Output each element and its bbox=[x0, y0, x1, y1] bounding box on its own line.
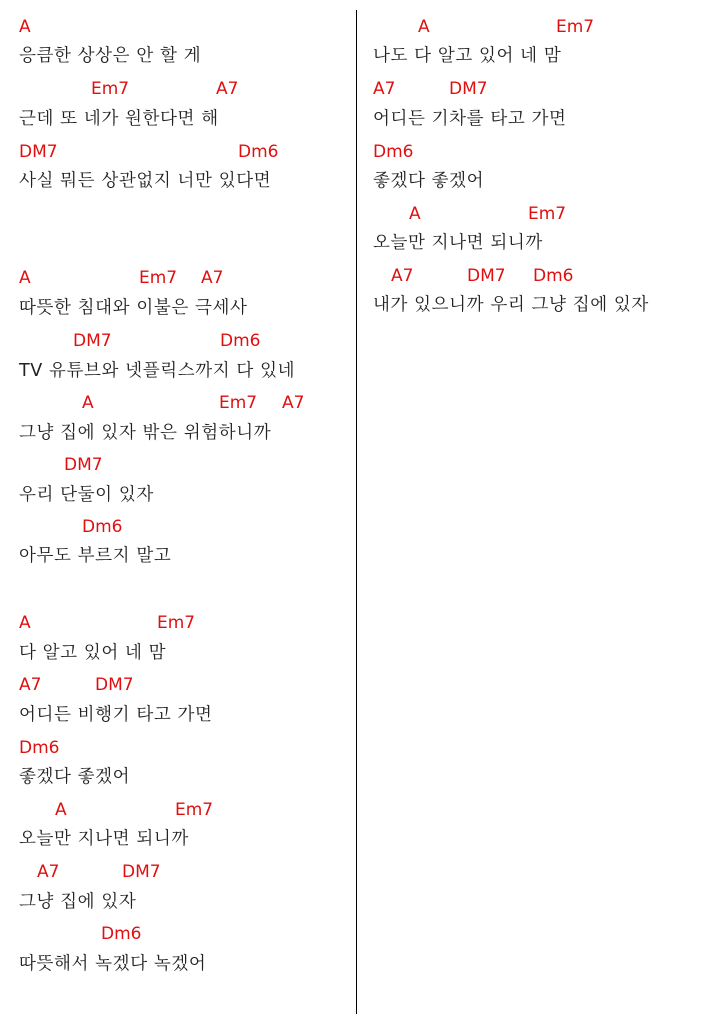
lyric-line: 나도 다 알고 있어 네 맘 bbox=[373, 46, 562, 66]
chord: A bbox=[418, 17, 430, 37]
chord: A bbox=[19, 268, 31, 288]
chord: A7 bbox=[391, 266, 414, 286]
lyric-line: 내가 있으니까 우리 그냥 집에 있자 bbox=[373, 295, 649, 315]
chord: A bbox=[19, 17, 31, 37]
chord: Dm6 bbox=[373, 142, 414, 162]
chord: Dm6 bbox=[533, 266, 574, 286]
chord: A bbox=[409, 204, 421, 224]
lyric-line: 좋겠다 좋겠어 bbox=[19, 767, 131, 787]
chord: DM7 bbox=[64, 455, 103, 475]
lyric-line: 아무도 부르지 말고 bbox=[19, 546, 172, 566]
lyric-line: 근데 또 네가 원한다면 해 bbox=[19, 109, 219, 129]
chord: DM7 bbox=[122, 862, 161, 882]
chord: A bbox=[19, 613, 31, 633]
lyric-line: TV 유튜브와 넷플릭스까지 다 있네 bbox=[19, 361, 296, 381]
chord: DM7 bbox=[95, 675, 134, 695]
chord: Em7 bbox=[157, 613, 196, 633]
lyric-line: 어디든 기차를 타고 가면 bbox=[373, 109, 567, 129]
chord: Dm6 bbox=[220, 331, 261, 351]
chord: Em7 bbox=[175, 800, 214, 820]
lyric-line: 사실 뭐든 상관없지 너만 있다면 bbox=[19, 171, 272, 191]
chord: Em7 bbox=[219, 393, 258, 413]
chord: A7 bbox=[373, 79, 396, 99]
lyric-line: 응큼한 상상은 안 할 게 bbox=[19, 46, 202, 66]
chord: Dm6 bbox=[82, 517, 123, 537]
lyric-line: 오늘만 지나면 되니까 bbox=[373, 233, 543, 253]
chord: Em7 bbox=[556, 17, 595, 37]
chord: A7 bbox=[19, 675, 42, 695]
column-divider bbox=[356, 10, 357, 1014]
chord: Em7 bbox=[528, 204, 567, 224]
chord: A bbox=[82, 393, 94, 413]
lyric-line: 오늘만 지나면 되니까 bbox=[19, 829, 189, 849]
chord: DM7 bbox=[73, 331, 112, 351]
lyric-line: 그냥 집에 있자 밖은 위험하니까 bbox=[19, 423, 272, 443]
lyric-line: 따뜻한 침대와 이불은 극세사 bbox=[19, 298, 248, 318]
lyric-line: 따뜻해서 녹겠다 녹겠어 bbox=[19, 954, 207, 974]
chord: A7 bbox=[216, 79, 239, 99]
chord: A7 bbox=[37, 862, 60, 882]
chord: A7 bbox=[201, 268, 224, 288]
lyric-line: 그냥 집에 있자 bbox=[19, 892, 137, 912]
chord: DM7 bbox=[19, 142, 58, 162]
chord: DM7 bbox=[449, 79, 488, 99]
lyric-line: 우리 단둘이 있자 bbox=[19, 485, 154, 505]
chord: Em7 bbox=[91, 79, 130, 99]
lyric-line: 어디든 비행기 타고 가면 bbox=[19, 705, 213, 725]
lyric-line: 좋겠다 좋겠어 bbox=[373, 171, 485, 191]
chord: Em7 bbox=[139, 268, 178, 288]
chord: Dm6 bbox=[238, 142, 279, 162]
chord: A bbox=[55, 800, 67, 820]
chord: A7 bbox=[282, 393, 305, 413]
lyric-line: 다 알고 있어 네 맘 bbox=[19, 643, 167, 663]
chord: Dm6 bbox=[101, 924, 142, 944]
chord: Dm6 bbox=[19, 738, 60, 758]
chord: DM7 bbox=[467, 266, 506, 286]
